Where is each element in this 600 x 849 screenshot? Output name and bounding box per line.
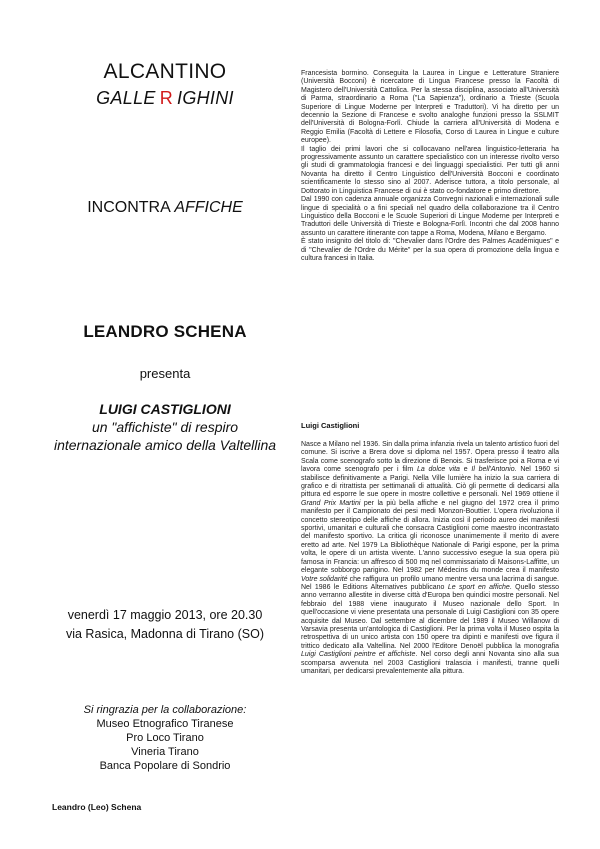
bio-text: . Nel corso degli anni Novanta sino alla sua scomparsa avvenuta nel 2003 Castiglioni tralascia i manifesti, tranne quelli umanitari, per dedicarsi prevalentemente alla pittura.: [301, 651, 559, 675]
event-series-title-b: AFFICHE: [174, 199, 243, 216]
sponsor-item: Vineria Tirano: [131, 746, 199, 758]
speaker-biography: [301, 70, 559, 263]
poster-title: Votre solidarité: [301, 575, 348, 583]
bio-paragraph: È stato insignito del titolo di: "Chevalier dans l'Ordre des Palmes Académiques" e di "Chevalier de l'Ordre du Mérite" per la sua opera di promozione della lingua e cultura francesi in Italia.: [301, 238, 559, 262]
signature-label: Leandro (Leo) Schena: [52, 802, 142, 812]
bio-paragraph: Dal 1990 con cadenza annuale organizza Convegni nazionali e internazionali sulle lingue di specialità o a fini speciali nel quadro della collaborazione tra il Centro Linguistico della Bocconi e le Scuole Superiori di Lingue Moderne per Interpreti e Traduttori delle Università di Trieste e Bologna-Forlì. Incontri che dal 2008 hanno assunto un carattere itinerante con tappe a Roma, Modena, Milano e Bergamo.: [301, 196, 559, 237]
bio-text: e: [459, 466, 472, 474]
bio-text: per la più bella affiche e nel giugno del 1972 crea il primo manifesto per il Campionato dei pesi medi Monzon-Bouttier. L'opera rivoluziona il concetto stereotipo delle affiche di allora. Inizia così il periodo aureo dei manifesti sportivi, umanitari e culturali che consacra Castiglioni come maestro incontrastato del manifesto sportivo. La critica gli riconosce unanimemente il merito di avere eretto ad arte. Nel 1979 La Bibliothèque Nationale di Parigi espone, per la prima volta, le opere di un artista vivente. L'anno successivo esegue la sua opera più famosa in Francia: un affresco di 500 mq nel commissariato di Maisons-Laffitte, un elegante sobborgo parigino. Nel 1982 per Médecins du monde crea il manifesto: [301, 499, 559, 575]
book-title: Luigi Castiglioni peintre et affichiste: [301, 651, 416, 659]
event-place: via Rasica, Madonna di Tirano (SO): [65, 627, 264, 641]
artist-bio-heading: Luigi Castiglioni: [301, 421, 360, 430]
gallery-name: ALCANTINO: [103, 60, 227, 83]
speaker-name: LEANDRO SCHENA: [83, 322, 247, 341]
sponsor-item: Banca Popolare di Sondrio: [99, 760, 231, 772]
talk-title-line3: internazionale amico della Valtellina: [53, 437, 277, 453]
bio-text: . Nel 1960 si stabilisce definitivamente a Parigi. Nella Ville lumière ha inizio la sua carriera di grafico e di ritrattista per settimanali di attualità. Ciò gli permette di dedicarsi alla pittura ed esporre le sue opere in mostre collettive e personali. Nel 1969 ottiene il: [301, 466, 559, 499]
bio-text: . Quello stesso anno verranno allestite in diverse città d'Europa ben quindici mostre personali. Nel febbraio del 1988 viene inaugurato il Museo nazionale dello Sport. In quell'occasione vi viene presentata una personale di Luigi Castiglioni con 35 opere acquisite dal Museo. Dal settembre al dicembre del 1989 il Museo Willanow di Varsavia presenta un'antologica di Castiglioni. Per la prima volta il Museo ospita la retrospettiva di un unico artista con 150 opere tra dipinti e manifesti ove figura il trittico dedicato alla Valtellina. Nel 2000 l'Editore Denoël pubblica la monografia: [301, 583, 559, 650]
book-title: Le sport en affiche: [447, 583, 510, 591]
award-title: Grand Prix Martini: [301, 499, 361, 507]
film-title: La dolce vita: [416, 466, 460, 474]
thanks-heading: Si ringrazia per la collaborazione:: [83, 704, 247, 716]
talk-title-name: LUIGI CASTIGLIONI: [99, 401, 231, 417]
bio-paragraph: Francesista bormino. Conseguita la Laurea in Lingue e Letterature Straniere (Università Bocconi) è ricercatore di Lingua Francese presso la Facoltà di Magistero dell'Università Cattolica. Per la stessa disciplina, associato all'Università di Parma, straordinario a Roma ("La Sapienza"), ordinario a Trieste (Scuola Superiore di Lingue Moderne per Interpreti e Traduttori). Vi ha diretto per un decennio la Sezione di Francese e svolto analoghe funzioni presso la SSLMIT dell'Università di Bologna-Forlì. Chiude la carriera all'Università di Modena e Reggio Emilia (Facoltà di Lettere e Filosofia, Corso di Laurea in Lingue e culture europee).: [301, 70, 559, 145]
event-series-title-a: INCONTRA: [87, 199, 175, 216]
sponsor-item: Pro Loco Tirano: [126, 732, 204, 744]
event-series-title: [40, 199, 290, 217]
bio-text: Nasce a Milano nel 1936. Sin dalla prima infanzia rivela un talento artistico fuori del comune. Si iscrive a Brera dove si diploma nel 1957. Opera presso il teatro alla Scala come scenografo sotto la direzione di Benois. Si trasferisce poi a Roma e vi lavora come scenografo per i film: [301, 441, 559, 474]
bio-paragraph: Il taglio dei primi lavori che si collocavano nell'area linguistico-letteraria ha progressivamente assunto un carattere specialistico con un interesse rivolto verso gli studi di grammatologia francesi e dei linguaggi specialistici. Per tutti gli anni Novanta ha diretto il Centro Linguistico dell'Università Bocconi e coordinato scientificamente lo stesso sino al 2007. Aderisce tuttora, a titolo personale, al Dottorato in Linguistica Francese di cui è stato co-fondatore e primo direttore.: [301, 145, 559, 195]
film-title: Il bell'Antonio: [471, 466, 515, 474]
talk-title-line2: un "affichiste" di respiro: [91, 419, 239, 435]
gallery-subtitle-part-a: GALLE: [96, 88, 156, 108]
gallery-subtitle-red-letter: R: [159, 88, 174, 108]
presenta-text: presenta: [139, 366, 191, 381]
bio-paragraph: [301, 441, 559, 676]
event-date: venerdì 17 maggio 2013, ore 20.30: [67, 608, 263, 622]
artist-biography: [301, 441, 559, 676]
gallery-subtitle-part-b: IGHINI: [177, 88, 234, 108]
sponsor-item: Museo Etnografico Tiranese: [96, 718, 234, 730]
gallery-subtitle: [40, 88, 290, 109]
bio-text: che raffigura un profilo umano mentre versa una lacrima di sangue. Nel 1986 le Editions Alternatives pubblicano: [301, 575, 559, 591]
